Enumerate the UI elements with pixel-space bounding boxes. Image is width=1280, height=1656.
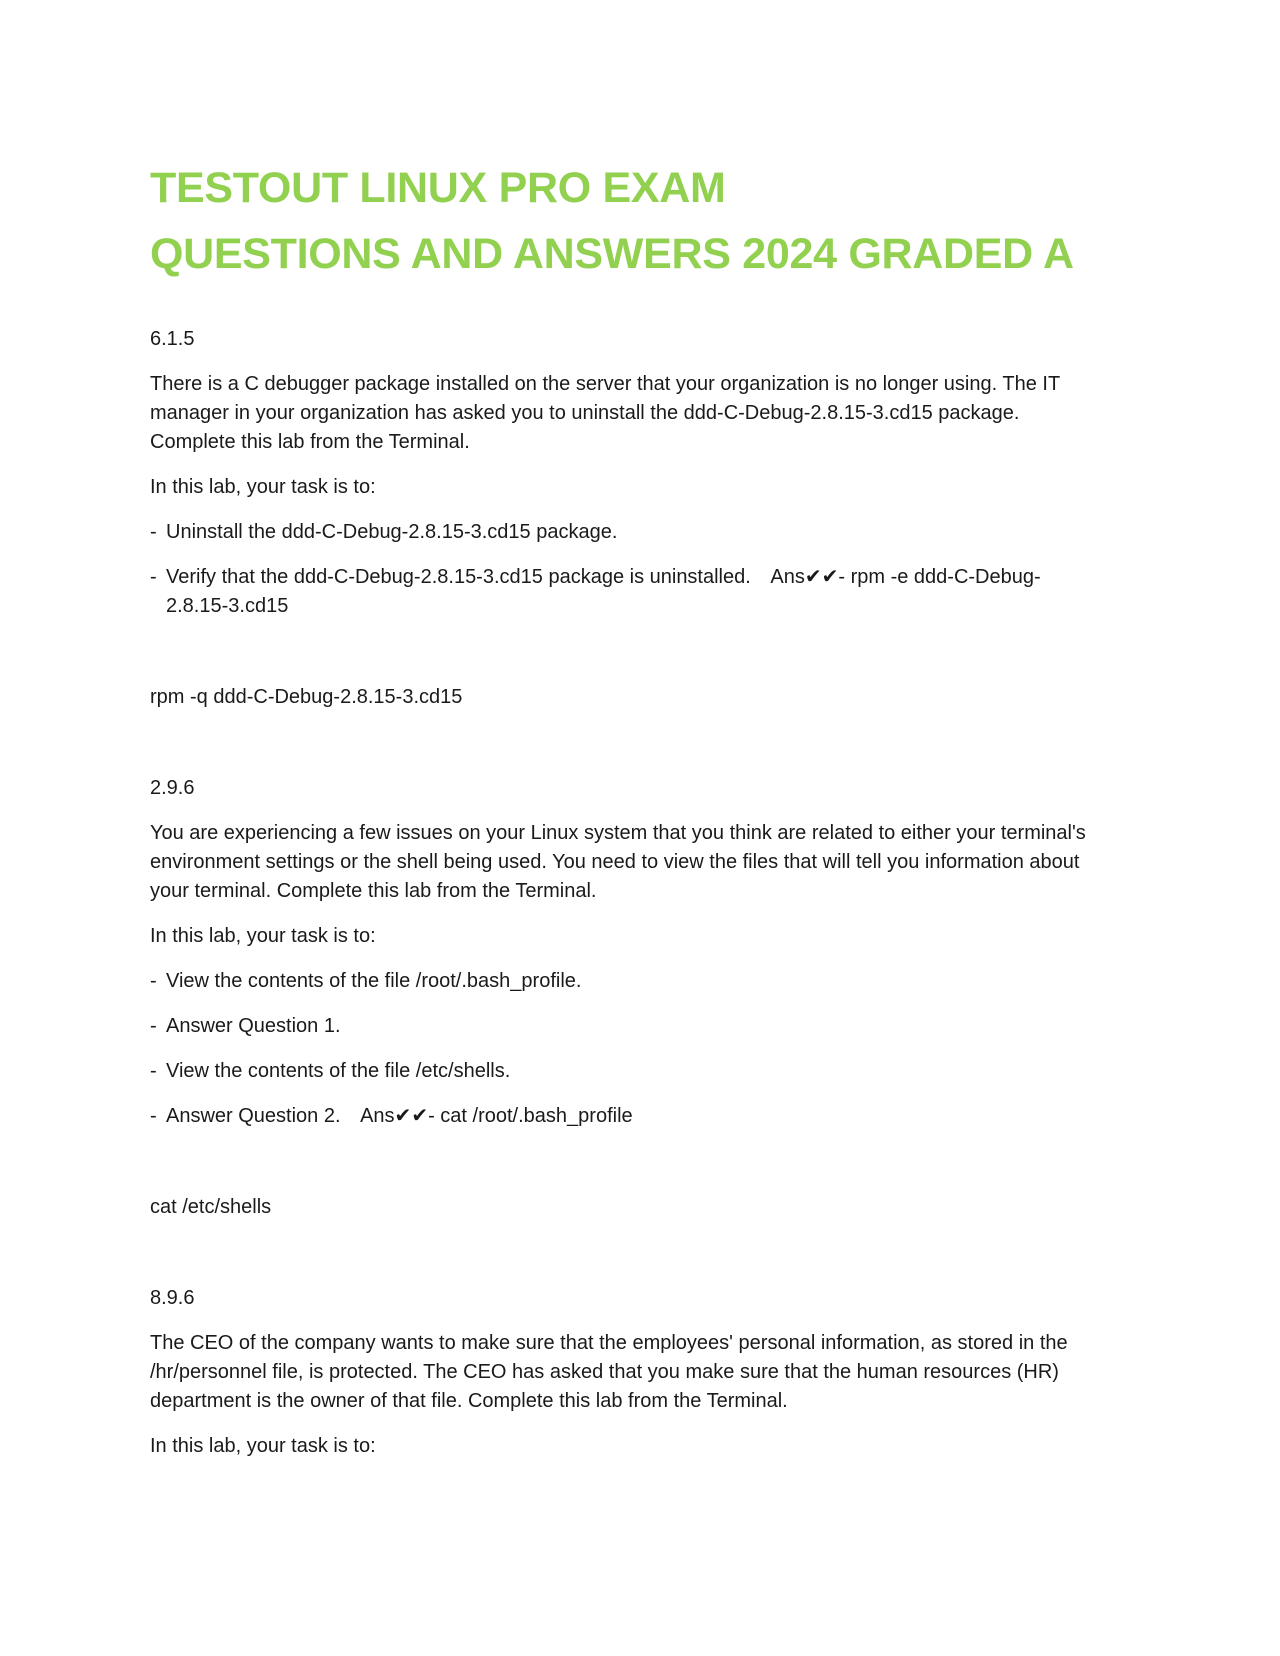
task-text: Verify that the ddd-C-Debug-2.8.15-3.cd15 package is uninstalled. [166, 566, 751, 588]
answer-command: cat /root/.bash_profile [440, 1105, 633, 1127]
task-intro: In this lab, your task is to: [150, 1435, 376, 1457]
bullet-dash: - [150, 566, 157, 588]
task-item [150, 1057, 1100, 1086]
task-item [150, 563, 1100, 621]
title-line-1: TESTOUT LINUX PRO EXAM [150, 164, 726, 212]
document-title [150, 155, 1100, 287]
task-list [150, 518, 1100, 621]
task-text: Answer Question 2. [166, 1105, 341, 1127]
task-item [150, 1012, 1100, 1041]
question-description: The CEO of the company wants to make sure that the employees' personal information, as stored in the /hr/personnel file, is protected. The CEO has asked that you make sure that the human resources (HR) department is the owner of that file. Complete this lab from the Terminal. [150, 1332, 1068, 1412]
question-8-9-6 [150, 1284, 1100, 1461]
task-item [150, 967, 1100, 996]
title-line-2: QUESTIONS AND ANSWERS 2024 GRADED A [150, 230, 1074, 278]
task-intro: In this lab, your task is to: [150, 925, 376, 947]
task-text: View the contents of the file /root/.bash_profile. [166, 970, 582, 992]
question-2-9-6 [150, 774, 1100, 1222]
task-item [150, 518, 1100, 547]
task-text: Answer Question 1. [166, 1015, 341, 1037]
question-number: 2.9.6 [150, 777, 195, 799]
bullet-dash: - [150, 1015, 157, 1037]
task-text: View the contents of the file /etc/shells. [166, 1060, 511, 1082]
question-description: There is a C debugger package installed on the server that your organization is no longer using. The IT manager in your organization has asked you to uninstall the ddd-C-Debug-2.8.15-3.cd15 package. Complete this lab from the Terminal. [150, 373, 1060, 453]
task-list [150, 967, 1100, 1131]
answer-label: Ans✔✔- [360, 1105, 435, 1127]
answer-extra-command: rpm -q ddd-C-Debug-2.8.15-3.cd15 [150, 686, 463, 708]
bullet-dash: - [150, 970, 157, 992]
answer-command: rpm -e ddd-C-Debug-2.8.15-3.cd15 [166, 566, 1041, 617]
question-number: 6.1.5 [150, 328, 195, 350]
bullet-dash: - [150, 521, 157, 543]
answer-extra-command: cat /etc/shells [150, 1196, 272, 1218]
task-intro: In this lab, your task is to: [150, 476, 376, 498]
question-number: 8.9.6 [150, 1287, 195, 1309]
question-description: You are experiencing a few issues on your Linux system that you think are related to either your terminal's environment settings or the shell being used. You need to view the files that will tell you information about your terminal. Complete this lab from the Terminal. [150, 822, 1086, 902]
document-page [150, 155, 1100, 1477]
question-6-1-5 [150, 325, 1100, 712]
task-text: Uninstall the ddd-C-Debug-2.8.15-3.cd15 package. [166, 521, 618, 543]
task-item [150, 1102, 1100, 1131]
answer-label: Ans✔✔- [770, 566, 846, 588]
bullet-dash: - [150, 1105, 157, 1127]
bullet-dash: - [150, 1060, 157, 1082]
